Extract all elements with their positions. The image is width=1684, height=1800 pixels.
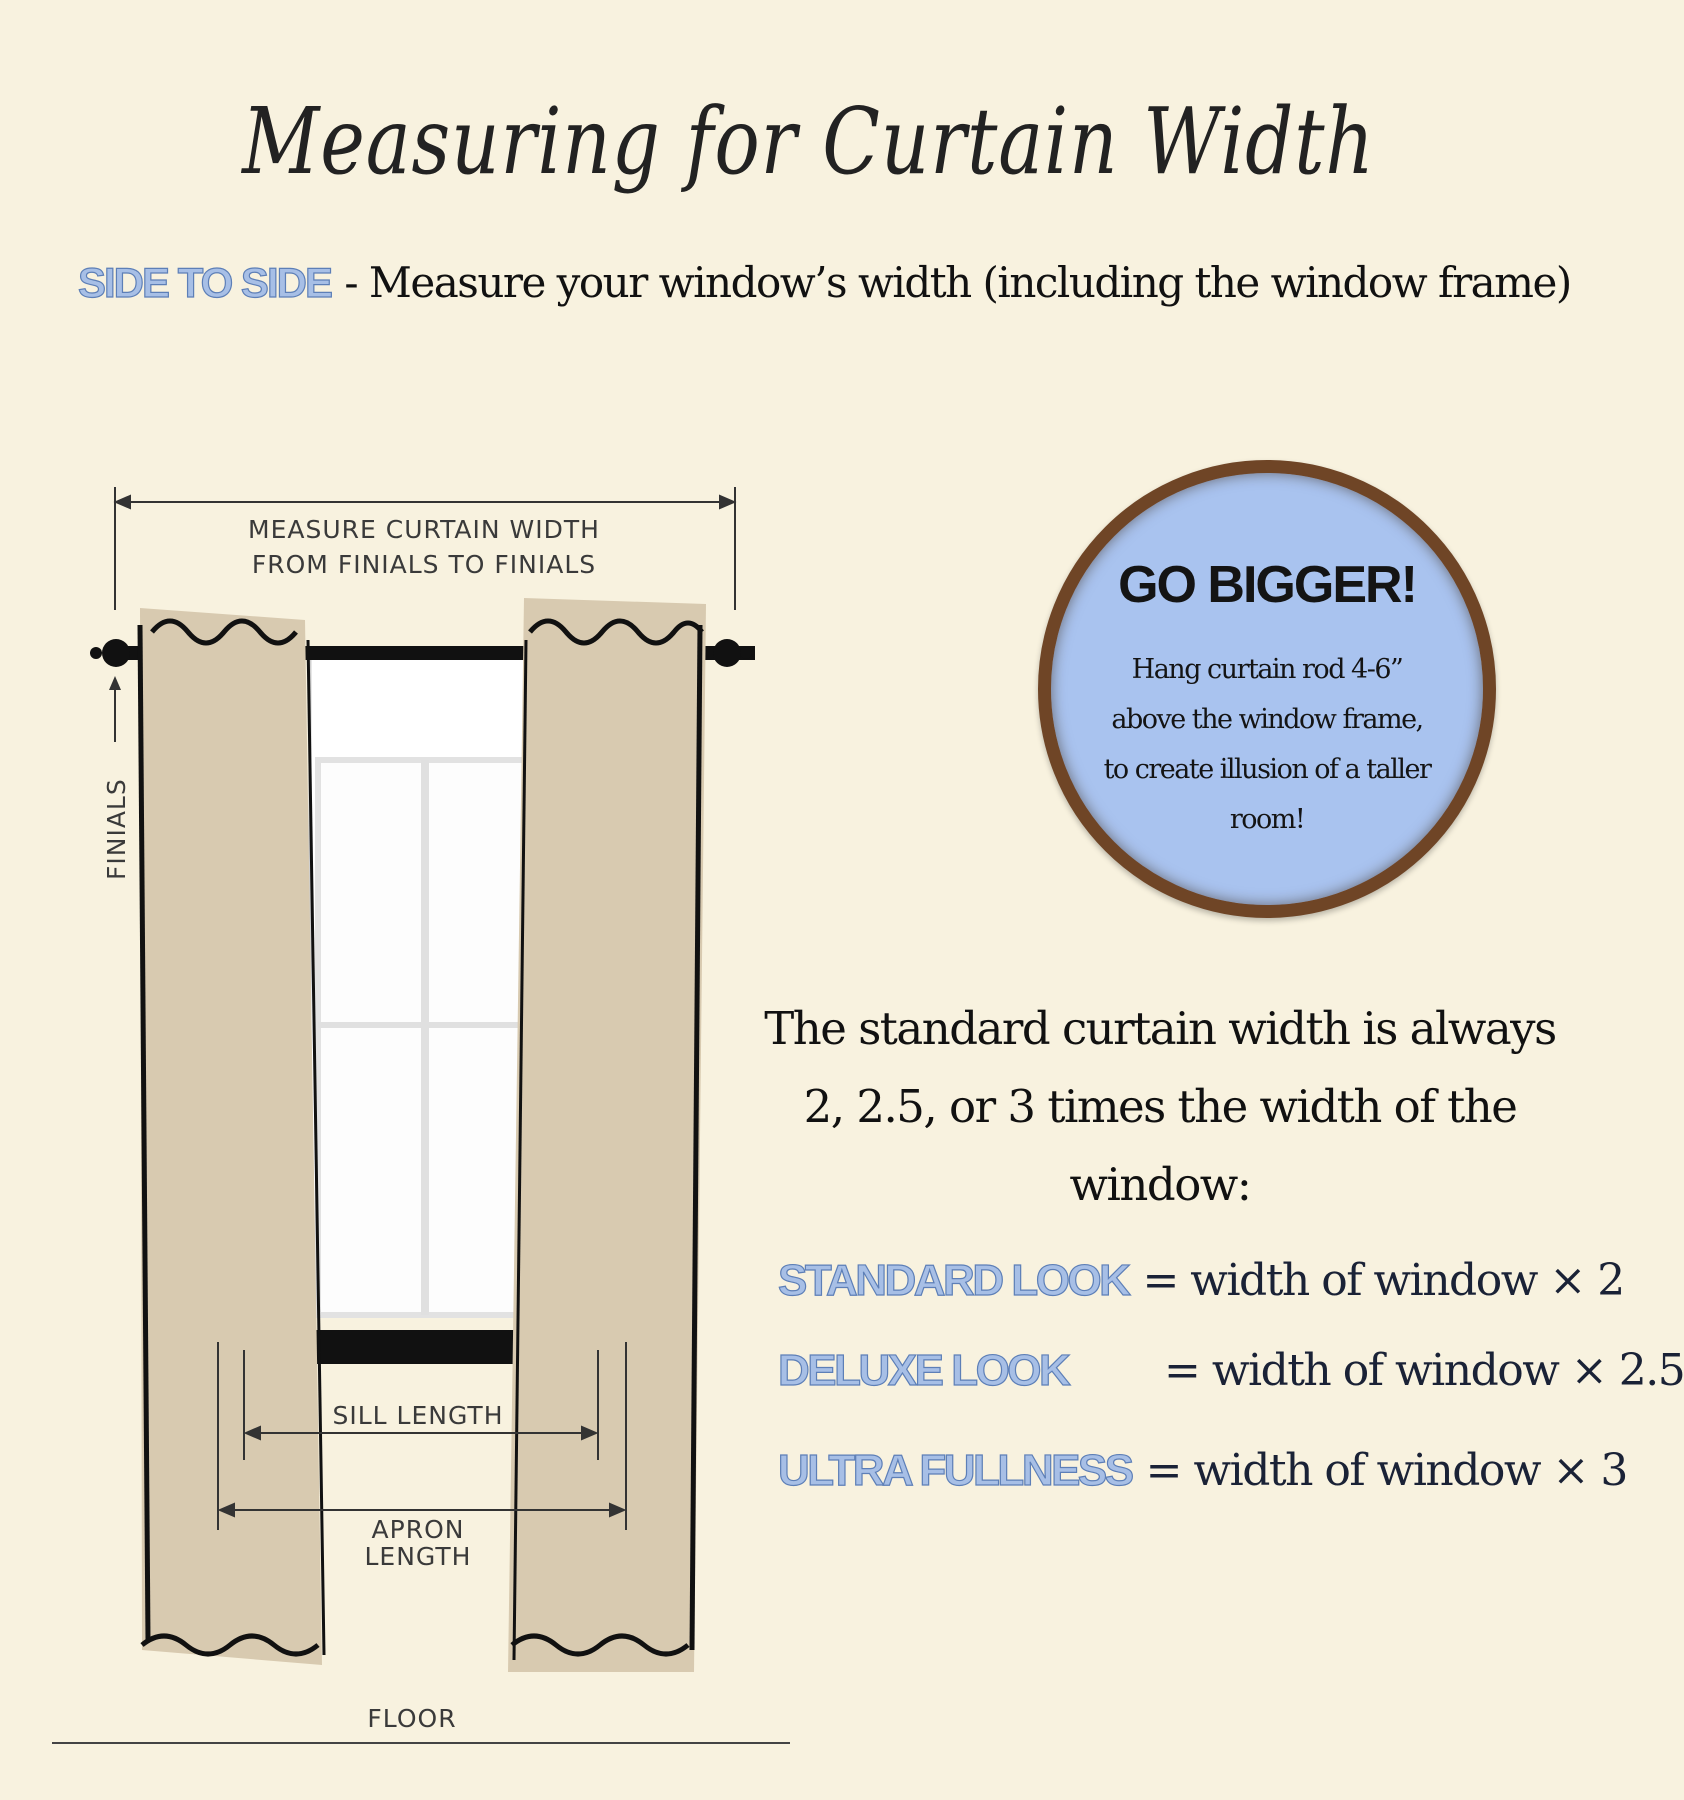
finials-label: FINIALS <box>102 778 131 880</box>
apron-label-line1: APRON <box>371 1515 465 1544</box>
right-finial <box>713 639 741 667</box>
apron-label-line2: LENGTH <box>364 1542 472 1571</box>
left-finial <box>102 639 130 667</box>
finial-width-dimension <box>115 487 735 610</box>
look-formula: = width of window × 2.5 <box>1164 1345 1684 1396</box>
look-row-standard <box>778 1255 1624 1306</box>
sill-length-label: SILL LENGTH <box>332 1401 504 1430</box>
look-label: STANDARD LOOK <box>778 1256 1129 1305</box>
look-row-deluxe <box>778 1345 1684 1396</box>
badge-text: Hang curtain rod 4-6” above the window frame, to create illusion of a taller room! <box>1103 654 1431 835</box>
side-to-side-label: SIDE TO SIDE <box>78 259 331 306</box>
look-formula: = width of window × 3 <box>1145 1445 1627 1496</box>
window <box>310 655 540 1364</box>
go-bigger-badge <box>1038 460 1496 918</box>
measure-label-line1: MEASURE CURTAIN WIDTH <box>248 515 600 544</box>
look-label: DELUXE LOOK <box>778 1346 1069 1395</box>
look-row-ultra <box>778 1445 1627 1496</box>
badge-title: GO BIGGER! <box>1118 556 1416 614</box>
look-label: ULTRA FULLNESS <box>778 1446 1132 1495</box>
floor-label: FLOOR <box>367 1704 457 1733</box>
side-to-side-text: - Measure your window’s width (including the window frame) <box>344 258 1571 307</box>
look-formula: = width of window × 2 <box>1142 1255 1624 1306</box>
finials-dimension <box>102 676 131 880</box>
standard-width-text: The standard curtain width is always 2, 2.5, or 3 times the width of the window: <box>764 1002 1556 1211</box>
page-title: Measuring for Curtain Width <box>242 88 1375 195</box>
measure-label-line2: FROM FINIALS TO FINIALS <box>251 550 597 579</box>
